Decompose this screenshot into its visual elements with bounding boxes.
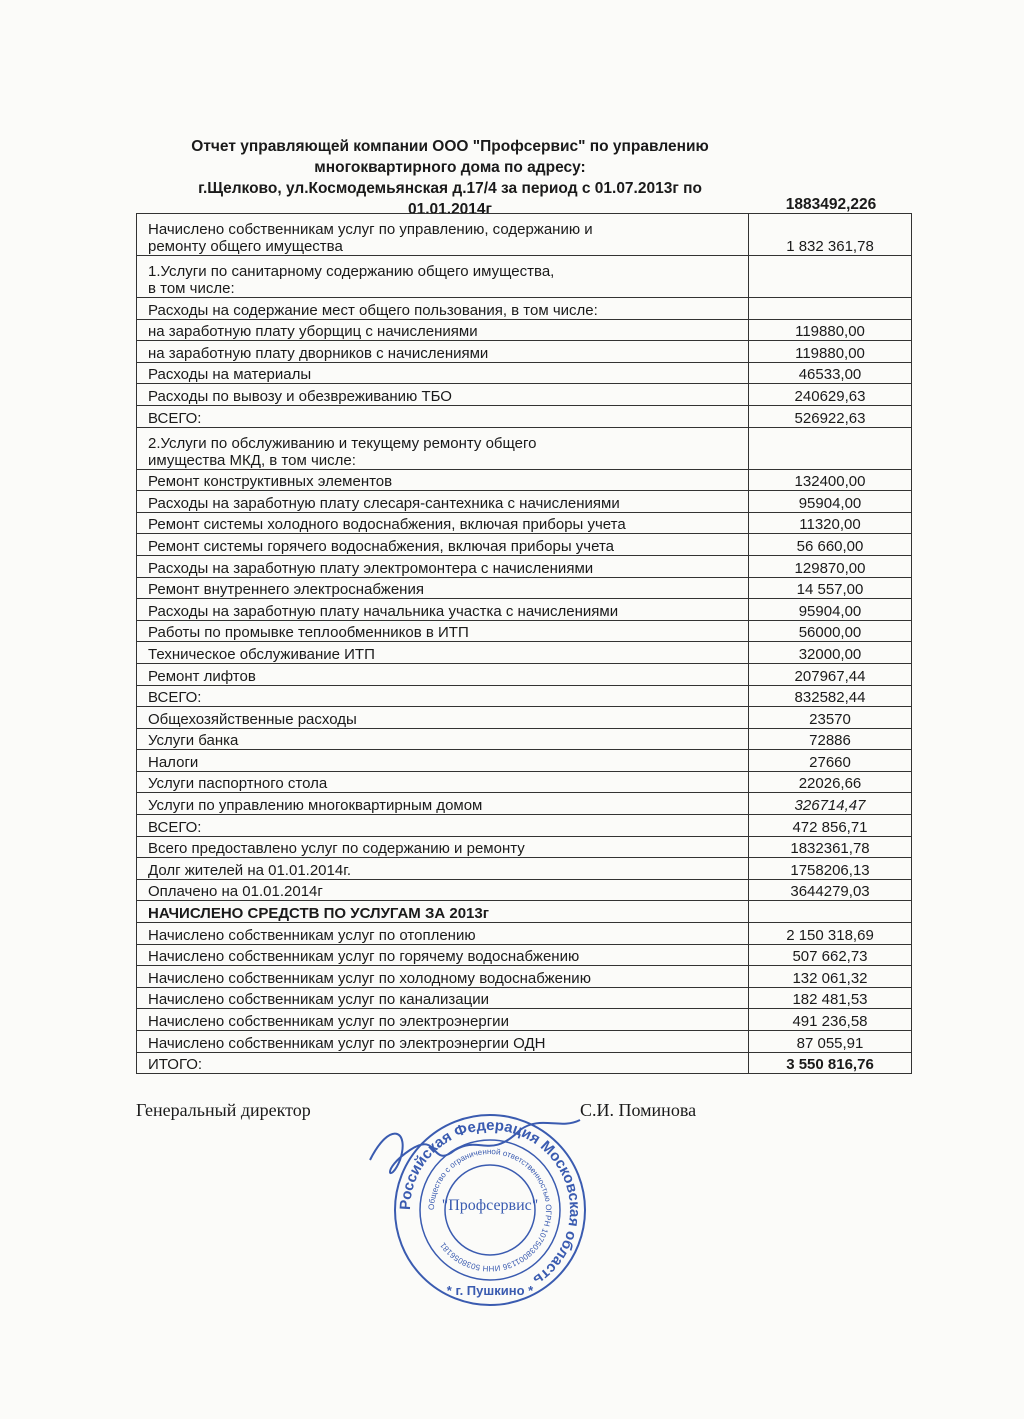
row-value: 56 660,00 [749,534,912,556]
row-label [137,1009,749,1031]
table-row [137,901,912,923]
stamp-center-text: "Профсервис" [441,1197,539,1214]
row-value [749,427,912,469]
row-label-line: Начислено собственникам услуг по отоплению [148,926,476,944]
row-value: 95904,00 [749,491,912,513]
row-label [137,663,749,685]
row-label-line: Услуги по управлению многоквартирным домом [148,797,483,815]
table-row [137,966,912,988]
row-label-line: Налоги [148,753,199,771]
signature-name: С.И. Поминова [580,1100,697,1120]
row-label-line: Всего предоставлено услуг по содержанию и ремонту [148,840,525,858]
table-row [137,599,912,621]
header-total: 1883492,226 [785,196,877,213]
row-label [137,341,749,363]
row-label [137,534,749,556]
row-label [137,256,749,298]
row-label-line: Долг жителей на 01.01.2014г. [148,861,352,879]
row-label [137,319,749,341]
row-label-line: Расходы на материалы [148,366,312,384]
table-row [137,298,912,320]
stamp-inner-ring: Общество с ограниченной ответственностью ОГРН 1075038001136 ИНН 5038056181 [426,1146,554,1274]
row-label-line: НАЧИСЛЕНО СРЕДСТВ ПО УСЛУГАМ ЗА 2013г [148,905,489,923]
row-value: 240629,63 [749,384,912,406]
row-label [137,298,749,320]
row-label [137,707,749,729]
row-label [137,923,749,945]
report-table [136,213,912,1074]
row-label-line: Ремонт внутреннего электроснабжения [148,581,424,599]
row-label-line: Начислено собственникам услуг по электроэнергии ОДН [148,1034,546,1052]
row-value: 27660 [749,750,912,772]
row-value: 22026,66 [749,771,912,793]
row-label [137,728,749,750]
row-label-line: на заработную плату уборщиц с начислениями [148,323,478,341]
stamp-ring-text: Российская Федерация Московская область [396,1116,584,1289]
row-label-line: Расходы на содержание мест общего пользования, в том числе: [148,301,598,319]
row-label [137,214,749,256]
row-value: 182 481,53 [749,987,912,1009]
row-label-line: Услуги паспортного стола [148,775,328,793]
row-label-line: Начислено собственникам услуг по горячему водоснабжению [148,948,580,966]
row-label [137,620,749,642]
row-label-line: Ремонт лифтов [148,667,256,685]
table-row [137,815,912,837]
row-value: 72886 [749,728,912,750]
row-label [137,642,749,664]
table-row [137,427,912,469]
table-row [137,663,912,685]
table-row [137,469,912,491]
title-line-3: г.Щелково, ул.Космодемьянская д.17/4 за период с 01.07.2013г по [198,180,702,197]
row-value: 1832361,78 [749,836,912,858]
row-label-line: Общехозяйственные расходы [148,710,357,728]
row-value: 23570 [749,707,912,729]
row-value: 1 832 361,78 [749,214,912,256]
row-label [137,901,749,923]
table-row [137,319,912,341]
row-label [137,362,749,384]
row-value: 472 856,71 [749,815,912,837]
stamp-city: * г. Пушкино * [446,1283,534,1298]
row-label [137,1052,749,1074]
row-label-line: ВСЕГО: [148,409,202,427]
row-label [137,491,749,513]
table-row [137,384,912,406]
row-value [749,256,912,298]
row-label [137,384,749,406]
row-label-line: Оплачено на 01.01.2014г [148,883,323,901]
table-row [137,555,912,577]
row-label-line: Ремонт системы горячего водоснабжения, включая приборы учета [148,537,614,555]
row-label-line: Расходы на заработную плату слесаря-сантехника с начислениями [148,494,620,512]
row-value [749,901,912,923]
row-value: 119880,00 [749,341,912,363]
signature-position: Генеральный директор [136,1100,311,1120]
row-label-line: Начислено собственникам услуг по электроэнергии [148,1013,509,1030]
table-row [137,341,912,363]
table-row [137,405,912,427]
title-line-1: Отчет управляющей компании ООО "Профсервис" по управлению [191,138,709,155]
table-row [137,685,912,707]
row-value: 14 557,00 [749,577,912,599]
row-value: 3 550 816,76 [749,1052,912,1074]
row-label-line: 1.Услуги по санитарному содержанию общего имущества, [148,263,555,280]
table-row [137,642,912,664]
row-value: 32000,00 [749,642,912,664]
row-label [137,1031,749,1053]
row-label [137,793,749,815]
row-label-line: Работы по промывке теплообменников в ИТП [148,624,469,642]
row-label-line: Ремонт конструктивных элементов [148,473,393,491]
table-row [137,620,912,642]
row-label-line: ремонту общего имущества [148,238,343,255]
row-value: 129870,00 [749,555,912,577]
table-row [137,728,912,750]
row-label [137,469,749,491]
table-row [137,1009,912,1031]
row-label [137,944,749,966]
row-label [137,599,749,621]
row-label-line: на заработную плату дворников с начислениями [148,344,489,362]
row-label-line: Ремонт системы холодного водоснабжения, включая приборы учета [148,516,626,534]
table-row [137,707,912,729]
row-value: 207967,44 [749,663,912,685]
row-label-line: ВСЕГО: [148,818,202,836]
table-row [137,858,912,880]
row-value: 832582,44 [749,685,912,707]
row-label-line: Услуги банка [148,732,239,750]
row-value: 119880,00 [749,319,912,341]
row-value: 526922,63 [749,405,912,427]
row-value [749,298,912,320]
title-line-2: многоквартирного дома по адресу: [314,159,586,176]
row-value: 507 662,73 [749,944,912,966]
row-label [137,750,749,772]
row-value: 132 061,32 [749,966,912,988]
table-row [137,944,912,966]
table-row [137,750,912,772]
row-value: 46533,00 [749,362,912,384]
row-value: 3644279,03 [749,879,912,901]
row-value: 95904,00 [749,599,912,621]
row-label [137,858,749,880]
table-row [137,879,912,901]
row-label [137,771,749,793]
table-row [137,793,912,815]
row-label-line: Расходы на заработную плату электромонтера с начислениями [148,559,594,577]
table-row [137,771,912,793]
row-label [137,405,749,427]
row-label [137,555,749,577]
row-value: 132400,00 [749,469,912,491]
row-value: 326714,47 [749,793,912,815]
row-label [137,815,749,837]
row-value: 1758206,13 [749,858,912,880]
row-label-line: Расходы на заработную плату начальника участка с начислениями [148,602,619,620]
table-row [137,836,912,858]
row-label-line: в том числе: [148,280,235,297]
row-label [137,512,749,534]
row-value: 11320,00 [749,512,912,534]
row-label [137,427,749,469]
row-label-line: ИТОГО: [148,1056,203,1074]
row-label-line: Начислено собственникам услуг по управлению, содержанию и [148,221,593,238]
row-value: 2 150 318,69 [749,923,912,945]
table-row [137,987,912,1009]
row-label [137,966,749,988]
row-label-line: Начислено собственникам услуг по канализации [148,991,489,1009]
table-row [137,362,912,384]
row-label-line: 2.Услуги по обслуживанию и текущему ремонту общего [148,434,537,452]
company-stamp [330,1090,630,1310]
row-label [137,685,749,707]
row-label [137,836,749,858]
table-row [137,923,912,945]
title-line-4: 01.01.2014г [407,201,493,218]
table-row [137,256,912,298]
table-row [137,1031,912,1053]
row-label-line: Начислено собственникам услуг по холодному водоснабжению [148,969,591,987]
row-label-line: имущества МКД, в том числе: [148,451,356,469]
table-row [137,512,912,534]
row-label-line: Расходы по вывозу и обезвреживанию ТБО [148,387,452,405]
row-label-line: Техническое обслуживание ИТП [148,645,375,663]
row-label [137,879,749,901]
report-title [150,136,750,220]
table-row [137,534,912,556]
row-value: 56000,00 [749,620,912,642]
table-row [137,214,912,256]
row-value: 87 055,91 [749,1031,912,1053]
row-label [137,987,749,1009]
table-row [137,1052,912,1074]
row-label [137,577,749,599]
row-value: 491 236,58 [749,1009,912,1031]
table-row [137,491,912,513]
table-row [137,577,912,599]
row-label-line: ВСЕГО: [148,689,202,707]
